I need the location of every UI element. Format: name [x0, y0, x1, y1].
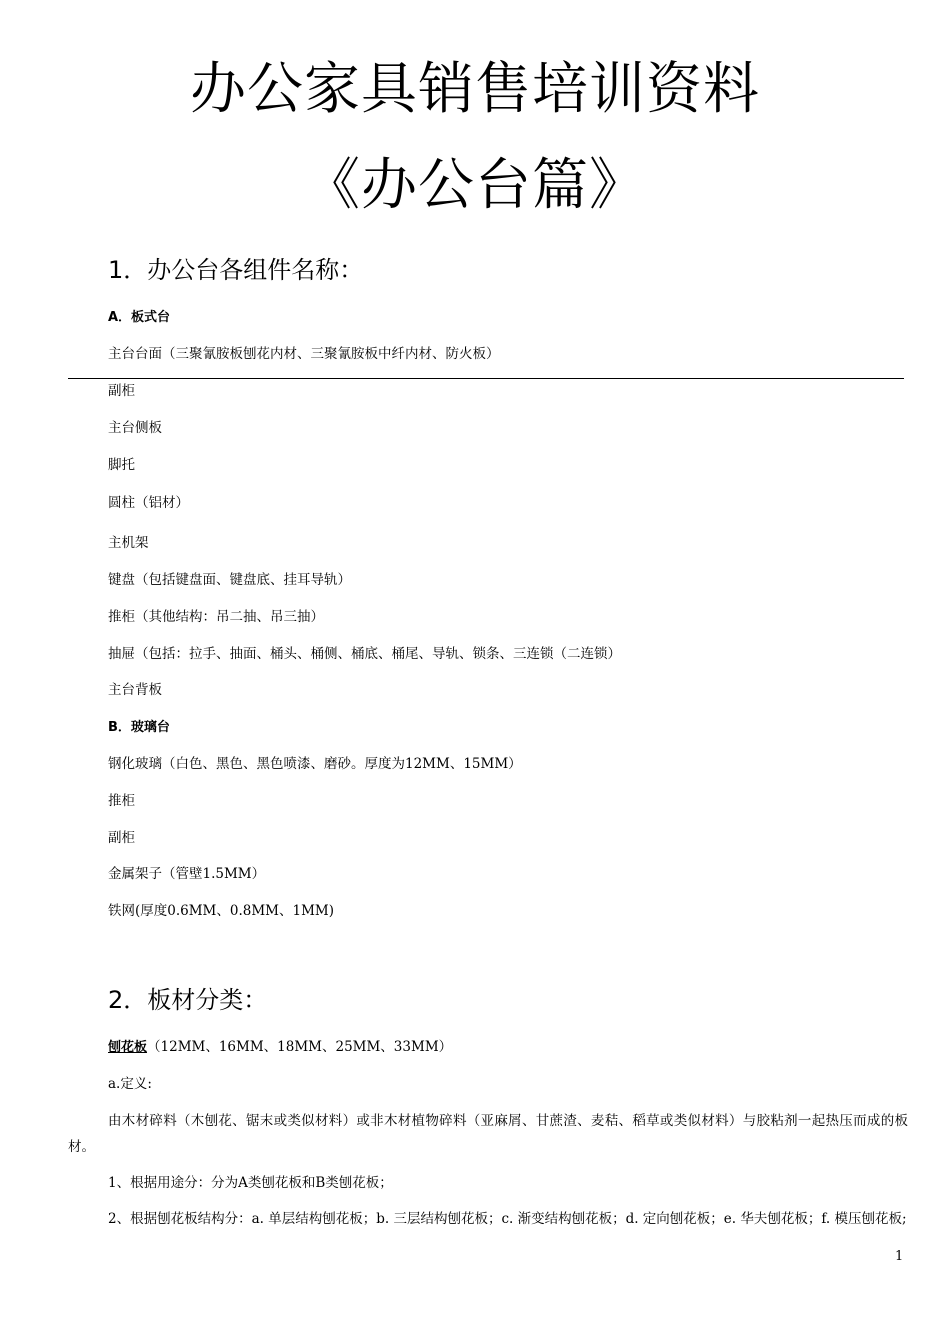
page-number: 1	[895, 1249, 904, 1264]
particle-board-line	[108, 1041, 452, 1055]
list-item: 主台背板	[108, 682, 162, 698]
list-item: 键盘（包括键盘面、键盘底、挂耳导轨）	[108, 572, 351, 588]
subsection-b-label: B．玻璃台	[108, 720, 170, 735]
list-item: 主机架	[108, 535, 149, 551]
list-item: 副柜	[108, 830, 135, 846]
list-item: 圆柱（铝材）	[108, 495, 189, 511]
subsection-a-label: A．板式台	[108, 310, 171, 325]
section-2-heading: 2．板材分类：	[108, 986, 268, 1014]
list-item: 副柜	[108, 383, 135, 399]
list-item: 推柜（其他结构：吊二抽、吊三抽）	[108, 609, 324, 625]
list-item: 钢化玻璃（白色、黑色、黑色喷漆、磨砂。厚度为12MM、15MM）	[108, 756, 522, 772]
definition-label: a.定义:	[108, 1076, 152, 1092]
list-item: 铁网(厚度0.6MM、0.8MM、1MM)	[108, 903, 334, 919]
list-item: 主台台面（三聚氰胺板刨花内材、三聚氰胺板中纤内材、防火板）	[108, 346, 500, 362]
classification-by-use: 1、根据用途分：分为A类刨花板和B类刨花板；	[108, 1175, 393, 1191]
list-item: 抽屉（包括：拉手、抽面、桶头、桶侧、桶底、桶尾、导轨、锁条、三连锁（二连锁）	[108, 646, 621, 662]
divider	[68, 378, 904, 379]
document-subtitle: 《办公台篇》	[304, 153, 646, 218]
list-item: 金属架子（管壁1.5MM）	[108, 866, 266, 882]
section-1-heading: 1．办公台各组件名称：	[108, 256, 364, 284]
classification-by-structure: 2、根据刨花板结构分：a. 单层结构刨花板；b. 三层结构刨花板；c. 渐变结构刨花板；d. 定向刨花板；e. 华夫刨花板；f. 模压刨花板;	[108, 1211, 907, 1227]
particle-board-sizes: （12MM、16MM、18MM、25MM、33MM）	[147, 1039, 453, 1055]
document-title: 办公家具销售培训资料	[190, 57, 760, 122]
particle-board-term: 刨花板	[108, 1040, 148, 1055]
list-item: 主台侧板	[108, 420, 162, 436]
list-item: 推柜	[108, 793, 135, 809]
definition-paragraph: 由木材碎料（木刨花、锯末或类似材料）或非木材植物碎料（亚麻屑、甘蔗渣、麦秸、稻草或类似材料）与胶粘剂一起热压而成的板材。	[68, 1113, 908, 1155]
list-item: 脚托	[108, 457, 135, 473]
